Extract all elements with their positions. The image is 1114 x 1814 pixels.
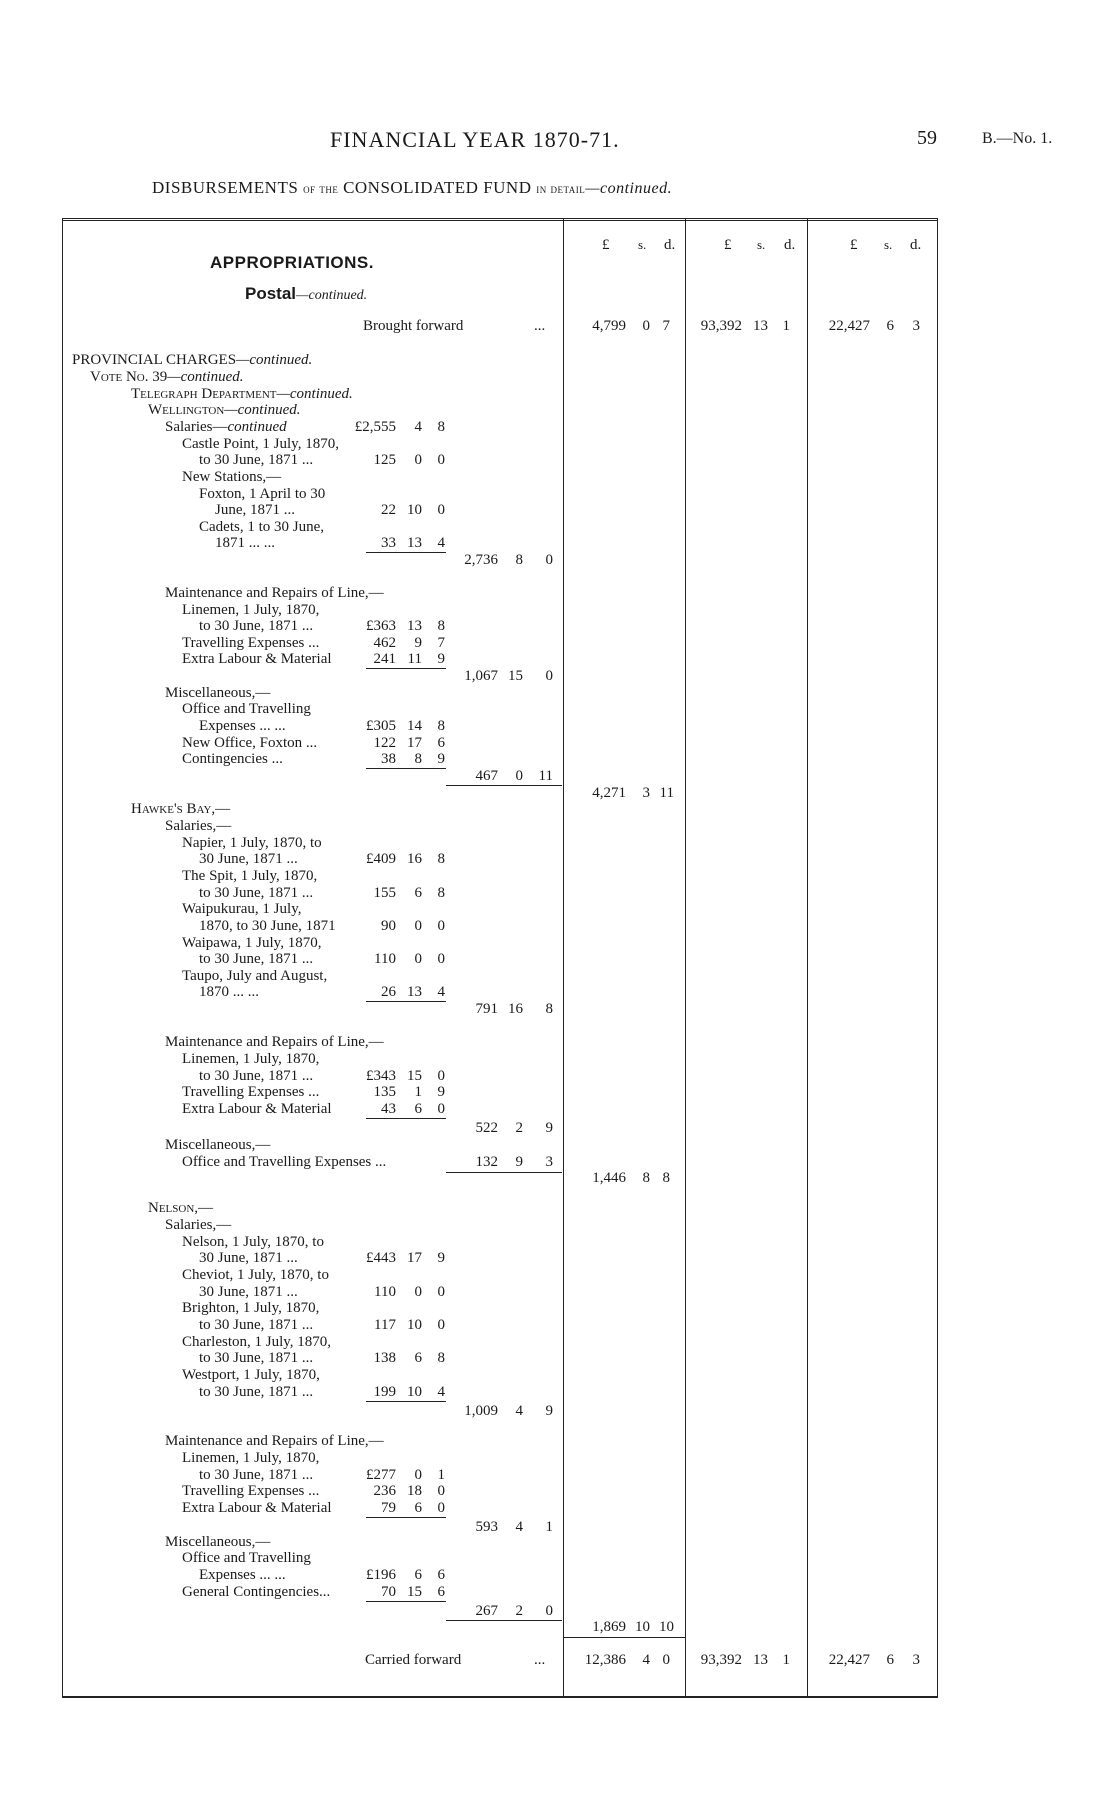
westport-pounds: 199	[373, 1384, 396, 1400]
col2-pound-header: £	[724, 237, 732, 253]
nelson-office-shillings: 6	[414, 1567, 422, 1583]
hawkes-maint-total-pence: 9	[545, 1120, 553, 1136]
hawkes-linemen-shillings: 15	[407, 1068, 422, 1084]
subtotal-rule	[366, 552, 446, 553]
hawkes-grand-total-pence: 8	[662, 1170, 670, 1186]
nelson-general-pounds: 70	[381, 1584, 396, 1600]
nelson-maint-total-pence: 1	[545, 1519, 553, 1535]
page-number: 59	[917, 127, 937, 149]
subtitle-in-detail: in detail	[536, 181, 586, 196]
table-right-border	[937, 218, 938, 1698]
nelson-station-shillings: 17	[407, 1250, 422, 1266]
brighton-line2: to 30 June, 1871 ...	[199, 1317, 314, 1333]
napier-pounds: £409	[366, 851, 396, 867]
vote-heading: Vote No. 39—continued.	[90, 369, 244, 385]
charleston-pence: 8	[437, 1350, 445, 1366]
taupo-line2: 1870 ... ...	[199, 984, 259, 1000]
nelson-misc-total-pence: 0	[545, 1603, 553, 1619]
nelson-grand-total-shillings: 10	[635, 1619, 650, 1635]
hawkes-grand-total-shillings: 8	[642, 1170, 650, 1186]
hawkes-misc-total-pounds: 132	[475, 1154, 498, 1170]
cf-col2-pence: 1	[782, 1652, 790, 1668]
total-rule	[446, 1620, 562, 1621]
nelson-salaries-total-shillings: 4	[515, 1403, 523, 1419]
wellington-office-pounds: £305	[366, 718, 396, 734]
telegraph-heading: Telegraph Department—continued.	[131, 386, 353, 402]
subtotal-rule	[366, 1601, 446, 1602]
spit-pence: 8	[437, 885, 445, 901]
cf-col3-pence: 3	[912, 1652, 920, 1668]
hawkes-travel-shillings: 1	[414, 1084, 422, 1100]
wellington-travel-label: Travelling Expenses ...	[182, 635, 320, 651]
bf-col2-shillings: 13	[753, 318, 768, 334]
napier-line2: 30 June, 1871 ...	[199, 851, 298, 867]
nelson-extra-pounds: 79	[381, 1500, 396, 1516]
castle-point-line2: to 30 June, 1871 ...	[199, 452, 314, 468]
wellington-extra-shillings: 11	[407, 651, 422, 667]
wellington-office-shillings: 14	[407, 718, 422, 734]
new-office-foxton-label: New Office, Foxton ...	[182, 735, 318, 751]
hawkes-misc-total-shillings: 9	[515, 1154, 523, 1170]
hawkes-extra-pounds: 43	[381, 1101, 396, 1117]
wellington-salaries-total-pence: 0	[545, 552, 553, 568]
cheviot-shillings: 0	[414, 1284, 422, 1300]
nelson-station-line2: 30 June, 1871 ...	[199, 1250, 298, 1266]
waipawa-pounds: 110	[374, 951, 396, 967]
cheviot-pence: 0	[437, 1284, 445, 1300]
waipukurau-shillings: 0	[414, 918, 422, 934]
wellington-linemen-pence: 8	[437, 618, 445, 634]
hawkes-maint-label: Maintenance and Repairs of Line,—	[165, 1034, 384, 1050]
bf-col2-pence: 1	[782, 318, 790, 334]
wellington-maint-total-pounds: 1,067	[464, 668, 498, 684]
bf-col3-shillings: 6	[886, 318, 894, 334]
napier-shillings: 16	[407, 851, 422, 867]
hawkes-misc-total-pence: 3	[545, 1154, 553, 1170]
hawkes-bay-heading: Hawke's Bay,—	[131, 801, 231, 817]
new-office-foxton-pounds: 122	[373, 735, 396, 751]
cheviot-line2: 30 June, 1871 ...	[199, 1284, 298, 1300]
total-rule	[446, 1172, 562, 1173]
cadets-line2: 1871 ... ...	[215, 535, 275, 551]
hawkes-salaries-label: Salaries,—	[165, 818, 232, 834]
wellington-salaries-pounds: £2,555	[354, 419, 396, 435]
column-divider-3	[807, 218, 808, 1698]
castle-point-line1: Castle Point, 1 July, 1870,	[182, 436, 339, 452]
column-divider-2	[685, 218, 686, 1698]
brought-forward-dots: ...	[534, 318, 546, 334]
postal-heading: Postal—continued.	[245, 284, 368, 303]
nelson-station-line1: Nelson, 1 July, 1870, to	[182, 1234, 324, 1250]
subtotal-rule	[366, 1001, 446, 1002]
wellington-office-pence: 8	[437, 718, 445, 734]
subtotal-rule	[366, 768, 446, 769]
new-office-foxton-pence: 6	[437, 735, 445, 751]
document-reference: B.—No. 1.	[982, 130, 1053, 147]
col1-total-rule	[564, 1637, 686, 1638]
nelson-linemen-line1: Linemen, 1 July, 1870,	[182, 1450, 320, 1466]
bf-col1-shillings: 0	[642, 318, 650, 334]
cf-col1-pounds: 12,386	[584, 1652, 626, 1668]
nelson-linemen-line2: to 30 June, 1871 ...	[199, 1467, 314, 1483]
bf-col2-pounds: 93,392	[700, 318, 742, 334]
wellington-office-line1: Office and Travelling	[182, 701, 311, 717]
subtitle-part1: DISBURSEMENTS	[152, 178, 299, 197]
page-title: FINANCIAL YEAR 1870-71.	[330, 127, 620, 152]
hawkes-maint-total-pounds: 522	[475, 1120, 498, 1136]
nelson-travel-shillings: 18	[407, 1483, 422, 1499]
wellington-contingencies-label: Contingencies ...	[182, 751, 283, 767]
brighton-pence: 0	[437, 1317, 445, 1333]
foxton-pounds: 22	[381, 502, 396, 518]
spit-shillings: 6	[414, 885, 422, 901]
brighton-shillings: 10	[407, 1317, 422, 1333]
cf-col1-shillings: 4	[642, 1652, 650, 1668]
cf-col1-pence: 0	[662, 1652, 670, 1668]
wellington-travel-pence: 7	[437, 635, 445, 651]
westport-pence: 4	[437, 1384, 445, 1400]
hawkes-travel-pence: 9	[437, 1084, 445, 1100]
waipukurau-line1: Waipukurau, 1 July,	[182, 901, 302, 917]
wellington-misc-total-shillings: 0	[515, 768, 523, 784]
bf-col1-pence: 7	[662, 318, 670, 334]
nelson-salaries-total-pounds: 1,009	[464, 1403, 498, 1419]
provincial-charges-heading: PROVINCIAL CHARGES—continued.	[72, 352, 313, 368]
wellington-office-line2: Expenses ... ...	[199, 718, 286, 734]
wellington-salaries-pence: 8	[437, 419, 445, 435]
wellington-contingencies-pence: 9	[437, 751, 445, 767]
subtitle-part2: CONSOLIDATED FUND	[343, 178, 532, 197]
nelson-grand-total-pence: 10	[659, 1619, 674, 1635]
subtotal-rule	[366, 1517, 446, 1518]
table-left-border	[62, 218, 63, 1698]
hawkes-salaries-total-shillings: 16	[508, 1001, 523, 1017]
waipawa-line1: Waipawa, 1 July, 1870,	[182, 935, 322, 951]
wellington-extra-pounds: 241	[373, 651, 396, 667]
waipukurau-pence: 0	[437, 918, 445, 934]
nelson-misc-label: Miscellaneous,—	[165, 1534, 271, 1550]
wellington-salaries-shillings: 4	[414, 419, 422, 435]
taupo-pounds: 26	[381, 984, 396, 1000]
nelson-salaries-label: Salaries,—	[165, 1217, 232, 1233]
wellington-linemen-pounds: £363	[366, 618, 396, 634]
cf-col2-pounds: 93,392	[700, 1652, 742, 1668]
hawkes-extra-pence: 0	[437, 1101, 445, 1117]
wellington-heading: Wellington—continued.	[148, 402, 301, 418]
hawkes-travel-pounds: 135	[373, 1084, 396, 1100]
hawkes-salaries-total-pence: 8	[545, 1001, 553, 1017]
charleston-line2: to 30 June, 1871 ...	[199, 1350, 314, 1366]
taupo-shillings: 13	[407, 984, 422, 1000]
cf-col3-pounds: 22,427	[828, 1652, 870, 1668]
total-rule	[446, 785, 562, 786]
nelson-general-pence: 6	[437, 1584, 445, 1600]
nelson-salaries-total-pence: 9	[545, 1403, 553, 1419]
brought-forward-label: Brought forward	[363, 318, 464, 334]
hawkes-linemen-pounds: £343	[366, 1068, 396, 1084]
subtotal-rule	[366, 1401, 446, 1402]
subtitle-of-the: of the	[303, 181, 339, 196]
wellington-contingencies-shillings: 8	[414, 751, 422, 767]
foxton-line2: June, 1871 ...	[215, 502, 295, 518]
nelson-general-shillings: 15	[407, 1584, 422, 1600]
castle-point-pounds: 125	[373, 452, 396, 468]
nelson-maint-total-shillings: 4	[515, 1519, 523, 1535]
westport-shillings: 10	[407, 1384, 422, 1400]
nelson-maint-total-pounds: 593	[475, 1519, 498, 1535]
bf-col1-pounds: 4,799	[592, 318, 626, 334]
wellington-extra-label: Extra Labour & Material	[182, 651, 332, 667]
waipawa-shillings: 0	[414, 951, 422, 967]
cadets-pence: 4	[437, 535, 445, 551]
wellington-maint-label: Maintenance and Repairs of Line,—	[165, 585, 384, 601]
nelson-maint-label: Maintenance and Repairs of Line,—	[165, 1433, 384, 1449]
col3-shillings-header: s.	[884, 237, 893, 252]
bf-col3-pounds: 22,427	[828, 318, 870, 334]
nelson-linemen-pounds: £277	[366, 1467, 396, 1483]
hawkes-grand-total-pounds: 1,446	[592, 1170, 626, 1186]
page-subtitle	[152, 178, 672, 198]
wellington-salaries-label: Salaries—continued	[165, 419, 287, 435]
bf-col3-pence: 3	[912, 318, 920, 334]
nelson-misc-total-pounds: 267	[475, 1603, 498, 1619]
cadets-pounds: 33	[381, 535, 396, 551]
col2-shillings-header: s.	[757, 237, 766, 252]
col2-pence-header: d.	[784, 237, 796, 253]
charleston-pounds: 138	[373, 1350, 396, 1366]
hawkes-misc-label: Miscellaneous,—	[165, 1137, 271, 1153]
charleston-shillings: 6	[414, 1350, 422, 1366]
wellington-salaries-total-pounds: 2,736	[464, 552, 498, 568]
cf-col2-shillings: 13	[753, 1652, 768, 1668]
napier-pence: 8	[437, 851, 445, 867]
carried-forward-dots: ...	[534, 1652, 546, 1668]
spit-line1: The Spit, 1 July, 1870,	[182, 868, 318, 884]
waipukurau-pounds: 90	[381, 918, 396, 934]
hawkes-extra-label: Extra Labour & Material	[182, 1101, 332, 1117]
napier-line1: Napier, 1 July, 1870, to	[182, 835, 322, 851]
westport-line2: to 30 June, 1871 ...	[199, 1384, 314, 1400]
new-stations-label: New Stations,—	[182, 469, 282, 485]
col1-shillings-header: s.	[638, 237, 647, 252]
hawkes-linemen-line1: Linemen, 1 July, 1870,	[182, 1051, 320, 1067]
subtotal-rule	[366, 1118, 446, 1119]
subtotal-rule	[366, 668, 446, 669]
nelson-linemen-shillings: 0	[414, 1467, 422, 1483]
wellington-linemen-line2: to 30 June, 1871 ...	[199, 618, 314, 634]
column-divider-1	[563, 218, 564, 1698]
castle-point-shillings: 0	[414, 452, 422, 468]
wellington-maint-total-shillings: 15	[508, 668, 523, 684]
waipukurau-line2: 1870, to 30 June, 1871	[199, 918, 336, 934]
new-office-foxton-shillings: 17	[407, 735, 422, 751]
col3-pence-header: d.	[910, 237, 922, 253]
brighton-pounds: 117	[374, 1317, 396, 1333]
nelson-travel-pence: 0	[437, 1483, 445, 1499]
wellington-misc-total-pence: 11	[538, 768, 553, 784]
appropriations-heading: APPROPRIATIONS.	[210, 253, 374, 272]
foxton-shillings: 10	[407, 502, 422, 518]
charleston-line1: Charleston, 1 July, 1870,	[182, 1334, 332, 1350]
nelson-misc-total-shillings: 2	[515, 1603, 523, 1619]
hawkes-salaries-total-pounds: 791	[475, 1001, 498, 1017]
spit-line2: to 30 June, 1871 ...	[199, 885, 314, 901]
cadets-line1: Cadets, 1 to 30 June,	[199, 519, 324, 535]
nelson-grand-total-pounds: 1,869	[592, 1619, 626, 1635]
nelson-extra-pence: 0	[437, 1500, 445, 1516]
nelson-travel-label: Travelling Expenses ...	[182, 1483, 320, 1499]
cadets-shillings: 13	[407, 535, 422, 551]
waipawa-line2: to 30 June, 1871 ...	[199, 951, 314, 967]
nelson-office-pence: 6	[437, 1567, 445, 1583]
nelson-heading: Nelson,—	[148, 1200, 214, 1216]
subtitle-continued: —continued.	[585, 180, 673, 197]
nelson-station-pence: 9	[437, 1250, 445, 1266]
wellington-misc-label: Miscellaneous,—	[165, 685, 271, 701]
hawkes-travel-label: Travelling Expenses ...	[182, 1084, 320, 1100]
nelson-office-line1: Office and Travelling	[182, 1550, 311, 1566]
wellington-salaries-total-shillings: 8	[515, 552, 523, 568]
cf-col3-shillings: 6	[886, 1652, 894, 1668]
wellington-grand-total-pence: 11	[659, 785, 674, 801]
spit-pounds: 155	[373, 885, 396, 901]
brighton-line1: Brighton, 1 July, 1870,	[182, 1300, 320, 1316]
hawkes-linemen-line2: to 30 June, 1871 ...	[199, 1068, 314, 1084]
col3-pound-header: £	[850, 237, 858, 253]
castle-point-pence: 0	[437, 452, 445, 468]
nelson-office-line2: Expenses ... ...	[199, 1567, 286, 1583]
wellington-grand-total-shillings: 3	[642, 785, 650, 801]
nelson-extra-label: Extra Labour & Material	[182, 1500, 332, 1516]
hawkes-linemen-pence: 0	[437, 1068, 445, 1084]
cheviot-line1: Cheviot, 1 July, 1870, to	[182, 1267, 329, 1283]
wellington-misc-total-pounds: 467	[475, 768, 498, 784]
hawkes-office-label: Office and Travelling Expenses ...	[182, 1154, 387, 1170]
nelson-general-label: General Contingencies...	[182, 1584, 331, 1600]
wellington-contingencies-pounds: 38	[381, 751, 396, 767]
waipawa-pence: 0	[437, 951, 445, 967]
nelson-office-pounds: £196	[366, 1567, 396, 1583]
foxton-line1: Foxton, 1 April to 30	[199, 486, 326, 502]
wellington-grand-total-pounds: 4,271	[592, 785, 626, 801]
wellington-travel-shillings: 9	[414, 635, 422, 651]
cheviot-pounds: 110	[374, 1284, 396, 1300]
hawkes-extra-shillings: 6	[414, 1101, 422, 1117]
foxton-pence: 0	[437, 502, 445, 518]
wellington-maint-total-pence: 0	[545, 668, 553, 684]
col1-pence-header: d.	[664, 237, 676, 253]
wellington-linemen-line1: Linemen, 1 July, 1870,	[182, 602, 320, 618]
westport-line1: Westport, 1 July, 1870,	[182, 1367, 320, 1383]
nelson-travel-pounds: 236	[373, 1483, 396, 1499]
carried-forward-label: Carried forward	[365, 1652, 462, 1668]
hawkes-maint-total-shillings: 2	[515, 1120, 523, 1136]
nelson-linemen-pence: 1	[437, 1467, 445, 1483]
taupo-line1: Taupo, July and August,	[182, 968, 328, 984]
nelson-extra-shillings: 6	[414, 1500, 422, 1516]
wellington-extra-pence: 9	[437, 651, 445, 667]
col1-pound-header: £	[602, 237, 610, 253]
nelson-station-pounds: £443	[366, 1250, 396, 1266]
wellington-travel-pounds: 462	[373, 635, 396, 651]
wellington-linemen-shillings: 13	[407, 618, 422, 634]
taupo-pence: 4	[437, 984, 445, 1000]
